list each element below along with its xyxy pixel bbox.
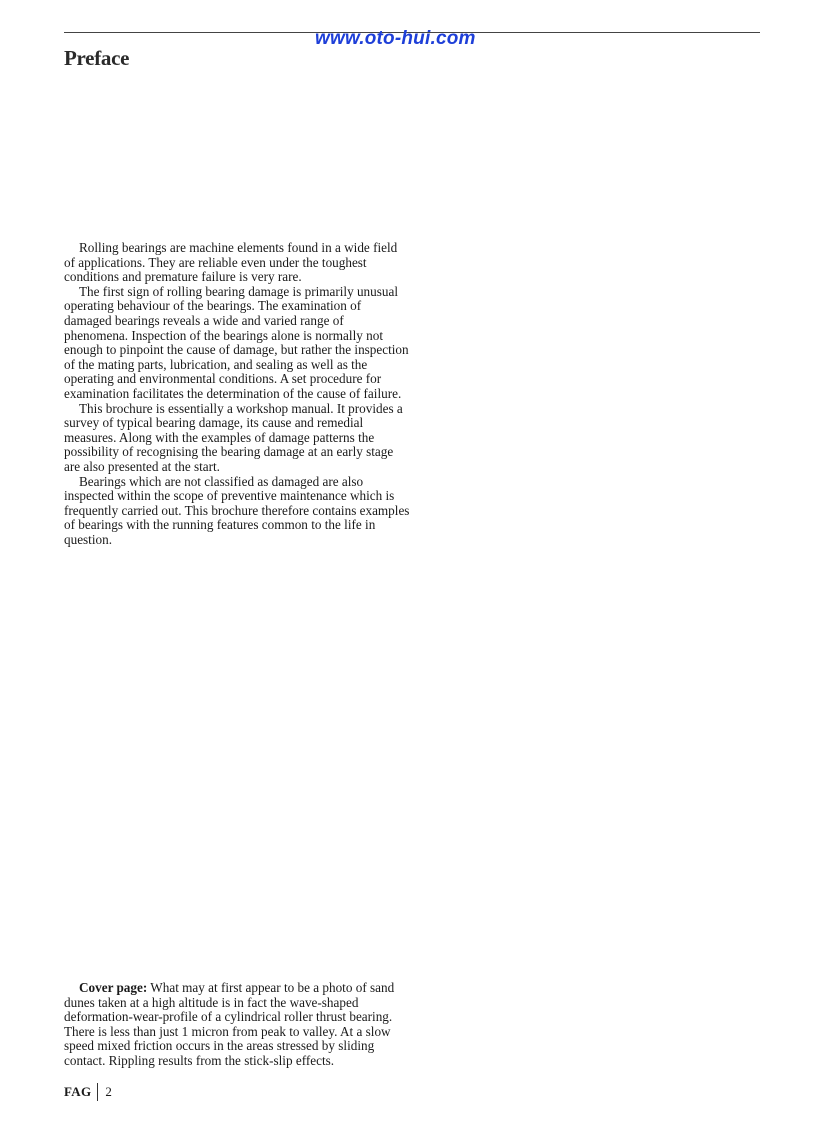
preface-body [64,241,410,547]
body-paragraph: The first sign of rolling bearing damage is primarily unusual operating behaviour of the bearings. The examination of damaged bearings reveals a wide and varied range of phenomena. Inspection of the bearings alone is normally not enough to pinpoint the cause of damage, but rather the inspection of the mating parts, lubrication, and sealing as well as the operating and environmental conditions. A set procedure for examination facilitates the determination of the cause of failure. [64,283,409,401]
body-paragraph: Bearings which are not classified as damaged are also inspected within the scope of preventive maintenance which is frequently carried out. This brochure therefore contains examples of bearings with the running features common to the life in question. [64,473,410,547]
watermark-link[interactable]: www.oto-hui.com [315,28,476,49]
cover-caption [64,981,410,1069]
body-paragraph: Rolling bearings are machine elements found in a wide field of applications. They are reliable even under the toughest conditions and premature failure is very rare. [64,240,398,285]
caption-lead: Cover page: [79,980,148,995]
page-title: Preface [64,46,130,70]
footer-divider [97,1083,98,1101]
page-number: 2 [105,1084,112,1099]
footer-brand: FAG [64,1084,92,1099]
page-footer [64,1083,112,1101]
caption-text: What may at first appear to be a photo of sand dunes taken at a high altitude is in fact the wave-shaped deformation-wear-profile of a cylindrical roller thrust bearing. There is less than just 1 micron from peak to valley. At a slow speed mixed friction occurs in the areas stressed by sliding contact. Rippling results from the stick-slip effects. [64,980,395,1068]
caption-paragraph [64,981,410,1069]
body-paragraph: This brochure is essentially a workshop manual. It provides a survey of typical bearing damage, its cause and remedial measures. Along with the examples of damage patterns the possibility of recognising the bearing damage at an early stage are also presented at the start. [64,400,403,474]
